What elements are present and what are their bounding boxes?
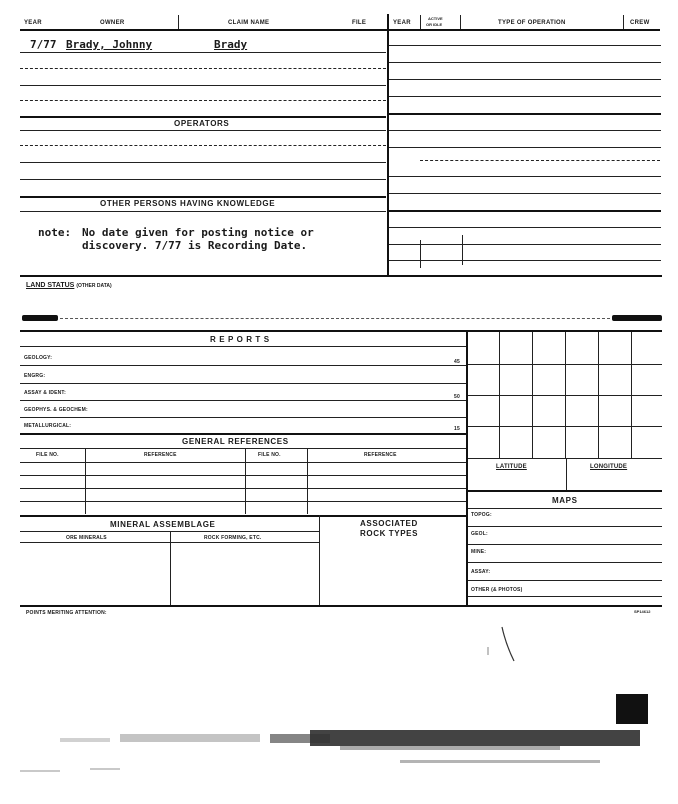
ruled-line: [20, 475, 466, 476]
report-row-label: GEOPHYS. & GEOCHEM:: [24, 407, 88, 413]
ruled-line: [20, 448, 466, 449]
maps-row-label: OTHER (& PHOTOS): [471, 587, 523, 593]
land-status-label: LAND STATUS (OTHER DATA): [26, 282, 112, 289]
report-row-label: METALLURGICAL:: [24, 423, 72, 429]
ruled-line: [20, 365, 466, 366]
right-block-divider: [466, 330, 468, 605]
ruled-line: [468, 596, 662, 597]
report-row-number: 50: [454, 394, 460, 400]
operators-title: OPERATORS: [174, 119, 230, 128]
redaction-mark: [22, 315, 58, 321]
latitude-label: LATITUDE: [496, 464, 527, 470]
ruled-line: [20, 116, 386, 118]
grid-line: [468, 426, 662, 427]
report-row-number: 15: [454, 426, 460, 432]
ruled-line: [468, 508, 662, 509]
longitude-label: LONGITUDE: [590, 464, 628, 470]
redaction-mark: [612, 315, 662, 321]
grid-line: [468, 458, 662, 459]
ruled-line: [20, 211, 386, 212]
report-row-label: ENGRG:: [24, 373, 46, 379]
ruled-line: [468, 580, 662, 581]
grid-line: [468, 395, 662, 396]
form-id: SP14612: [634, 609, 651, 614]
ruled-line: [468, 544, 662, 545]
ruled-line: [389, 193, 661, 194]
ruled-line: [20, 100, 386, 101]
ruled-line: [389, 113, 661, 115]
ruled-line: [20, 179, 386, 180]
grid-line: [468, 364, 662, 365]
ruled-line: [20, 501, 466, 502]
ruled-line: [20, 68, 386, 69]
report-row-label: ASSAY & IDENT:: [24, 390, 66, 396]
ruled-line: [20, 196, 386, 198]
ruled-line: [468, 526, 662, 527]
ruled-line: [20, 488, 466, 489]
vertical-tick: [462, 235, 463, 265]
header-type-of-operation: TYPE OF OPERATION: [498, 20, 566, 26]
ruled-line: [20, 162, 386, 163]
ruled-line: [389, 96, 661, 97]
ref-col-reference-2: REFERENCE: [364, 452, 397, 458]
note-label: note:: [38, 226, 72, 239]
header-crew: CREW: [630, 20, 650, 26]
ruled-line: [20, 400, 466, 401]
ref-col-file-no: FILE NO.: [36, 452, 59, 458]
ruled-line: [20, 515, 466, 517]
rock-forming-label: ROCK FORMING, ETC.: [204, 535, 262, 541]
ruled-line: [20, 85, 386, 86]
ruled-line: [389, 147, 661, 148]
report-row-number: 45: [454, 359, 460, 365]
header-divider: [623, 15, 624, 29]
ruled-line: [20, 145, 386, 146]
header-divider: [460, 15, 461, 29]
ruled-line: [468, 562, 662, 563]
entry-claim-name: Brady: [214, 38, 248, 51]
ruled-line: [389, 227, 661, 228]
ruled-line: [389, 130, 661, 131]
maps-row-label: GEOL:: [471, 531, 488, 537]
latlong-divider: [566, 458, 567, 490]
main-vertical-divider: [387, 14, 389, 276]
ruled-line: [20, 130, 386, 131]
header-year-2: YEAR: [393, 20, 411, 26]
pen-mark: [480, 625, 520, 665]
points-meriting-attention: POINTS MERITING ATTENTION:: [26, 610, 107, 616]
header-claim-name: CLAIM NAME: [228, 20, 270, 26]
general-references-title: GENERAL REFERENCES: [182, 437, 289, 446]
ref-col-divider: [245, 448, 246, 514]
ruled-line: [389, 62, 661, 63]
ruled-line: [389, 79, 661, 80]
header-or-idle: OR IDLE: [426, 22, 443, 27]
ref-col-file-no-2: FILE NO.: [258, 452, 281, 458]
ruled-line: [389, 260, 661, 261]
ruled-line: [20, 417, 466, 418]
ruled-line: [420, 160, 660, 161]
other-persons-title: OTHER PERSONS HAVING KNOWLEDGE: [100, 199, 276, 208]
assemblage-divider: [170, 531, 171, 605]
ruled-line: [389, 176, 661, 177]
header-divider: [420, 15, 421, 29]
associated-line-2: ROCK TYPES: [360, 529, 419, 538]
ruled-line: [20, 433, 466, 435]
ref-col-reference: REFERENCE: [144, 452, 177, 458]
header-rule: [20, 29, 660, 31]
vertical-tick: [420, 240, 421, 268]
maps-row-label: MINE:: [471, 549, 487, 555]
report-row-label: GEOLOGY:: [24, 355, 53, 361]
ref-col-divider: [85, 448, 86, 514]
ref-col-divider: [307, 448, 308, 514]
ruled-line: [389, 244, 661, 245]
ruled-line: [60, 318, 610, 319]
header-active: ACTIVE: [428, 16, 443, 21]
maps-row-label: TOPOG:: [471, 512, 492, 518]
ruled-line: [389, 45, 661, 46]
note-line-1: No date given for posting notice or: [82, 226, 314, 239]
entry-owner: Brady, Johnny: [66, 38, 153, 51]
ruled-line: [20, 52, 386, 53]
section-rule: [20, 275, 662, 277]
ruled-line: [20, 383, 466, 384]
entry-year: 7/77: [30, 38, 57, 51]
scan-noise: [20, 700, 665, 790]
note-line-2: discovery. 7/77 is Recording Date.: [82, 239, 308, 252]
mineral-assemblage-title: MINERAL ASSEMBLAGE: [110, 520, 216, 529]
maps-row-label: ASSAY:: [471, 569, 491, 575]
ore-minerals-label: ORE MINERALS: [66, 535, 107, 541]
maps-title: MAPS: [552, 496, 578, 505]
header-divider: [178, 15, 179, 29]
ruled-line: [20, 346, 466, 347]
header-year: YEAR: [24, 20, 42, 26]
assemblage-divider: [319, 515, 320, 605]
ruled-line: [389, 210, 661, 212]
header-file: FILE: [352, 20, 367, 26]
header-owner: OWNER: [100, 20, 125, 26]
associated-line-1: ASSOCIATED: [360, 519, 418, 528]
ruled-line: [468, 490, 662, 492]
ruled-line: [20, 462, 466, 463]
section-rule: [20, 605, 662, 607]
reports-title: R E P O R T S: [210, 335, 270, 344]
